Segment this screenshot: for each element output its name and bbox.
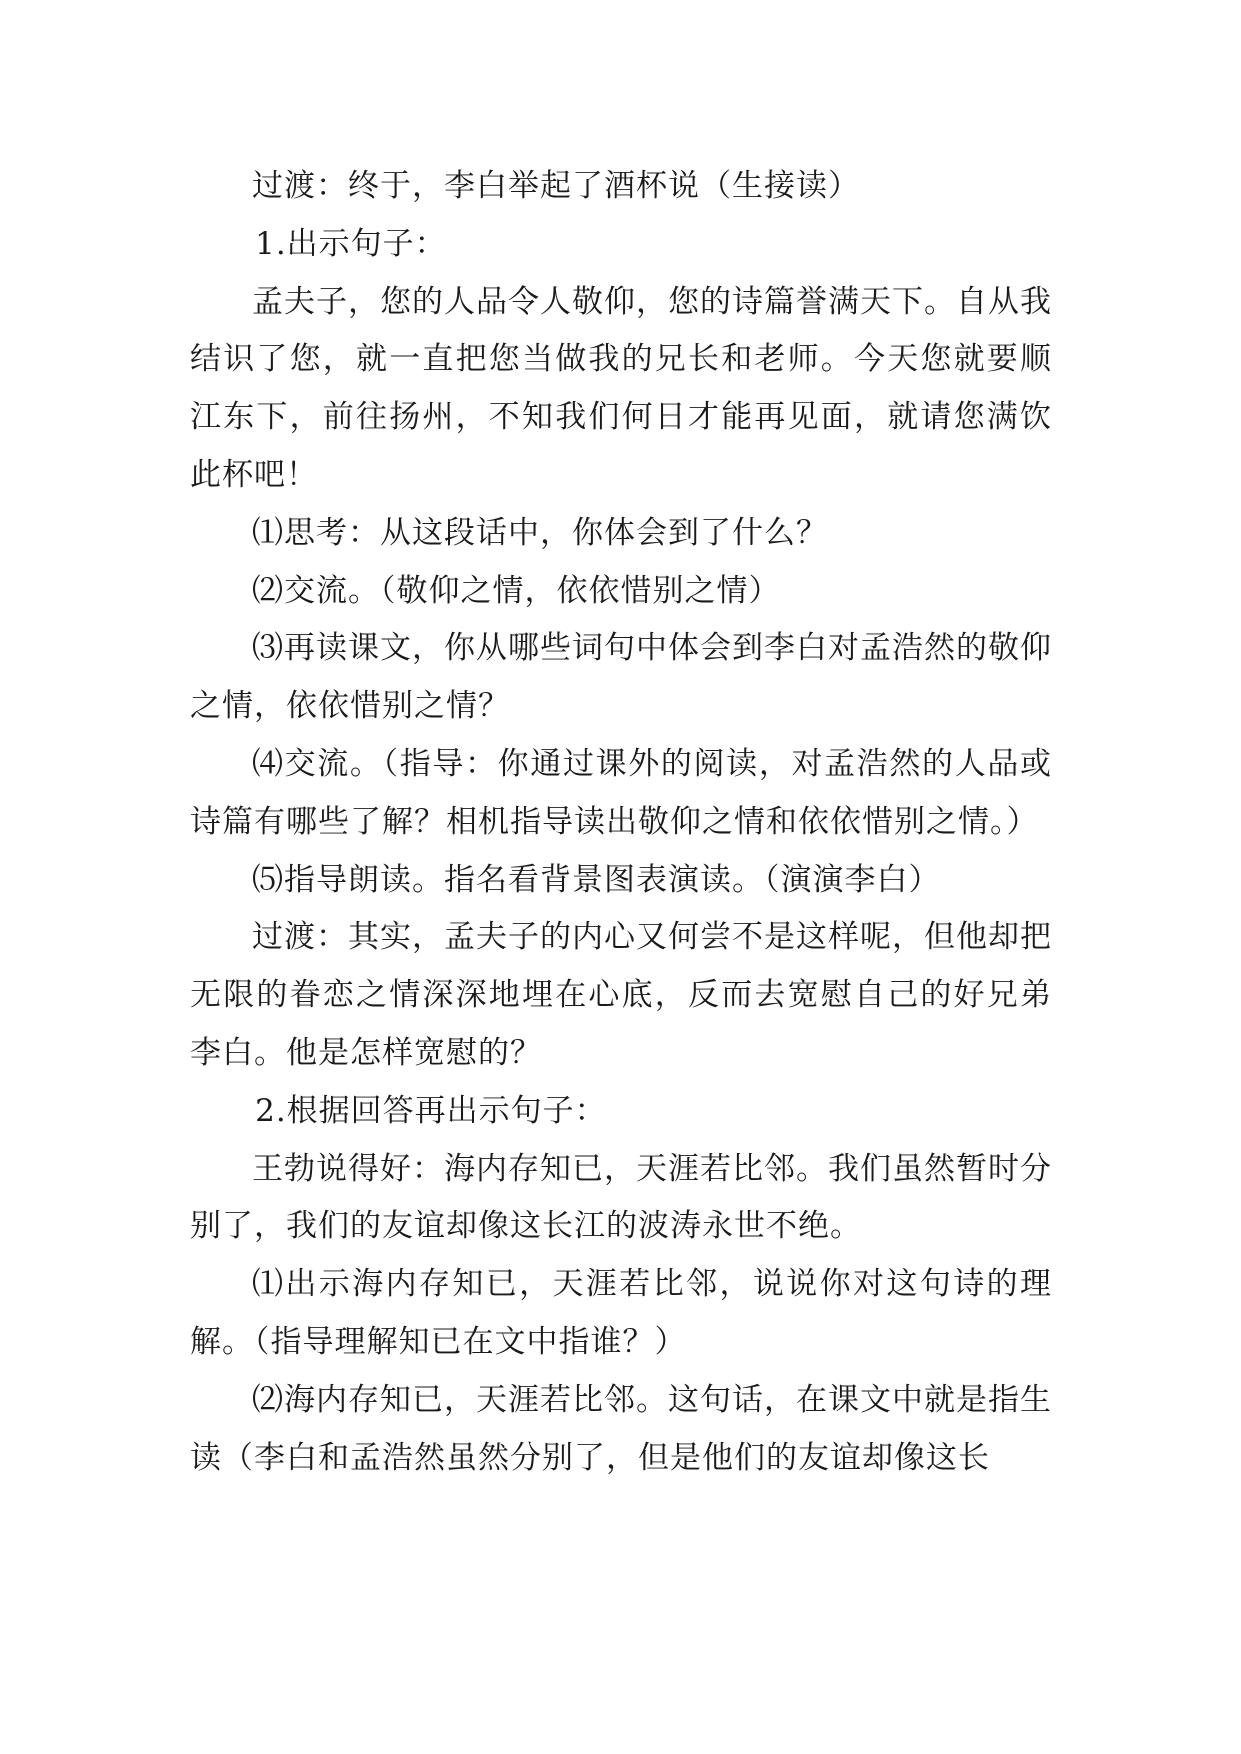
paragraph-quote-menghaoran: 王勃说得好：海内存知已，天涯若比邻。我们虽然暂时分别了，我们的友谊却像这长江的波涛永世不绝。	[190, 1150, 1052, 1245]
paragraph-item-1: ⑴思考：从这段话中，你体会到了什么？	[252, 514, 828, 551]
paragraph-transition-1: 过渡：终于，李白举起了酒杯说（生接读）	[252, 168, 860, 204]
paragraph-item-7: ⑵海内存知已，天涯若比邻。这句话，在课文中就是指生读（李白和孟浩然虽然分别了，但是他们的友谊却像这长	[190, 1381, 1052, 1476]
paragraph-step-2: 2.根据回答再出示句子：	[255, 1092, 607, 1129]
paragraph-quote-libai: 孟夫子，您的人品令人敬仰，您的诗篇誉满天下。自从我结识了您，就一直把您当做我的兄长和老师。今天您就要顺江东下，前往扬州，不知我们何日才能再见面，就请您满饮此杯吧！	[190, 283, 1052, 493]
paragraph-item-6: ⑴出示海内存知已，天涯若比邻，说说你对这句诗的理解。（指导理解知已在文中指谁？）	[190, 1266, 1052, 1360]
paragraph-item-5: ⑸指导朗读。指名看背景图表演读。（演演李白）	[252, 861, 941, 898]
paragraph-item-2: ⑵交流。（敬仰之情，依依惜别之情）	[252, 572, 781, 609]
paragraph-transition-2: 过渡：其实，孟夫子的内心又何尝不是这样呢，但他却把无限的眷恋之情深深地埋在心底，反而去宽慰自己的好兄弟李白。他是怎样宽慰的？	[190, 919, 1052, 1071]
paragraph-item-4: ⑷交流。（指导：你通过课外的阅读，对孟浩然的人品或诗篇有哪些了解？相机指导读出敬仰之情和依依惜别之情。）	[190, 745, 1052, 840]
paragraph-step-1: 1.出示句子：	[255, 225, 447, 262]
paragraph-item-3: ⑶再读课文，你从哪些词句中体会到李白对孟浩然的敬仰之情，依依惜别之情？	[190, 630, 1052, 725]
document-body	[190, 158, 1052, 1487]
